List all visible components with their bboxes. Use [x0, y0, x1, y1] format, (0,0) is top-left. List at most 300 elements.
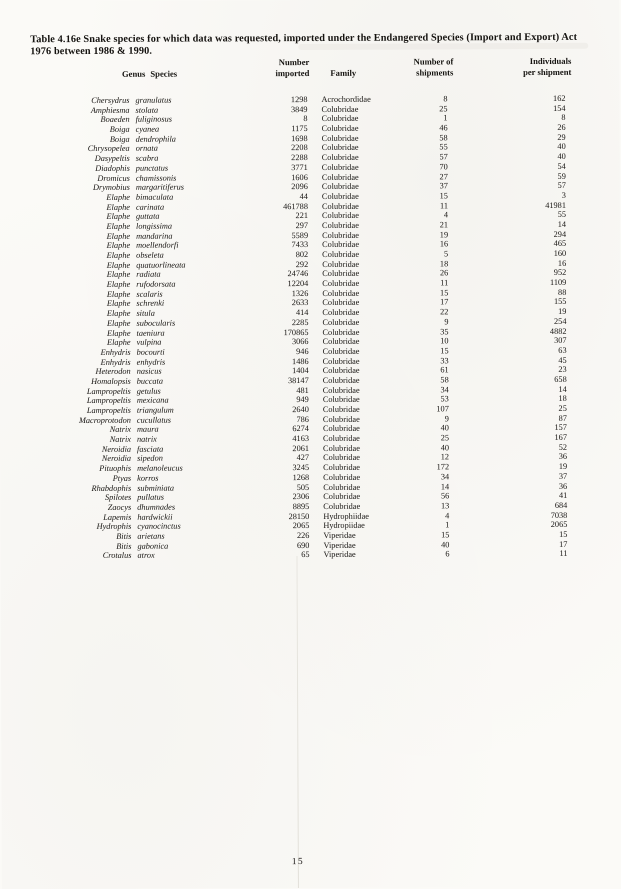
cell-number-of-shipments: 53	[440, 394, 449, 404]
cell-individuals-per-shipment: 45	[558, 355, 567, 365]
cell-number-of-shipments: 58	[439, 133, 448, 143]
cell-genus: Elaphe	[106, 241, 131, 251]
cell-species: enhydris	[136, 357, 166, 367]
cell-individuals-per-shipment: 658	[554, 374, 567, 384]
cell-genus: Elaphe	[106, 231, 131, 241]
cell-genus: Natrix	[109, 434, 131, 444]
cell-species: melanoleucus	[137, 463, 183, 473]
cell-number-imported: 6274	[292, 424, 309, 434]
cell-number-of-shipments: 15	[440, 346, 449, 356]
cell-family: Colubridae	[322, 336, 360, 347]
cell-species: subminiata	[137, 483, 175, 493]
cell-individuals-per-shipment: 254	[553, 316, 567, 326]
cell-family: Colubridae	[322, 317, 360, 327]
cell-number-of-shipments: 15	[439, 191, 448, 201]
cell-family: Colubridae	[321, 211, 359, 221]
cell-individuals-per-shipment: 162	[553, 93, 566, 103]
cell-family: Acrochordidae	[321, 94, 371, 104]
cell-species: fuliginosus	[135, 114, 173, 125]
cell-number-of-shipments: 34	[440, 385, 449, 395]
cell-species: scabra	[135, 153, 159, 163]
cell-number-imported: 28150	[288, 511, 310, 521]
cell-number-imported: 1698	[291, 133, 308, 143]
cell-number-imported: 1175	[291, 124, 308, 134]
cell-species: getulus	[136, 386, 161, 396]
cell-number-of-shipments: 4	[445, 510, 450, 520]
cell-number-imported: 690	[296, 540, 310, 550]
cell-individuals-per-shipment: 87	[558, 413, 567, 423]
cell-species: chamissonis	[135, 173, 177, 183]
cell-genus: Diadophis	[95, 163, 130, 173]
cell-number-imported: 2306	[292, 492, 310, 502]
cell-individuals-per-shipment: 52	[558, 442, 568, 452]
cell-number-of-shipments: 11	[440, 278, 449, 288]
cell-genus: Bitis	[116, 541, 132, 551]
cell-number-of-shipments: 9	[444, 414, 449, 424]
cell-genus: Elaphe	[106, 250, 131, 260]
cell-individuals-per-shipment: 157	[554, 423, 567, 433]
cell-genus: Elaphe	[106, 308, 131, 319]
cell-individuals-per-shipment: 684	[554, 500, 568, 510]
cell-number-imported: 226	[296, 530, 310, 540]
cell-species: natrix	[136, 434, 157, 444]
cell-genus: Elaphe	[106, 318, 131, 328]
cell-family: Colubridae	[323, 453, 360, 463]
cell-genus: Homalopsis	[91, 376, 131, 386]
cell-family: Colubridae	[322, 240, 360, 250]
cell-family: Colubridae	[322, 366, 360, 376]
column-header-number-imported: Number imported	[275, 57, 310, 79]
cell-species: situla	[136, 308, 155, 318]
cell-number-imported: 7433	[291, 240, 309, 250]
cell-individuals-per-shipment: 18	[558, 394, 567, 404]
cell-number-of-shipments: 6	[445, 549, 450, 559]
cell-number-of-shipments: 40	[441, 540, 450, 550]
cell-species: fasciata	[137, 444, 164, 454]
cell-species: dendrophila	[135, 134, 176, 144]
cell-individuals-per-shipment: 40	[557, 142, 566, 152]
cell-number-imported: 8	[303, 114, 308, 124]
cell-family: Colubridae	[322, 307, 360, 318]
column-header-family: Family	[330, 67, 357, 78]
cell-genus: Elaphe	[106, 279, 131, 289]
cell-genus: Crotalus	[102, 551, 132, 561]
cell-genus: Elaphe	[106, 260, 131, 270]
cell-number-imported: 414	[295, 308, 309, 318]
cell-family: Colubridae	[321, 191, 359, 201]
cell-family: Colubridae	[321, 104, 359, 114]
cell-number-imported: 24746	[287, 269, 309, 279]
cell-genus: Zaocys	[107, 502, 132, 512]
cell-number-of-shipments: 172	[436, 462, 450, 472]
cell-individuals-per-shipment: 2065	[550, 520, 568, 530]
cell-genus: Elaphe	[106, 202, 130, 212]
cell-family: Colubridae	[323, 472, 361, 482]
cell-genus: Elaphe	[106, 289, 131, 299]
cell-family: Colubridae	[322, 385, 360, 395]
table-row	[32, 549, 573, 561]
cell-individuals-per-shipment: 15	[559, 529, 568, 539]
cell-genus: Lapemis	[103, 512, 132, 522]
cell-individuals-per-shipment: 7038	[550, 510, 568, 520]
cell-number-imported: 65	[301, 550, 310, 560]
cell-genus: Elaphe	[106, 270, 131, 280]
cell-individuals-per-shipment: 294	[553, 229, 567, 239]
cell-family: Colubridae	[322, 288, 360, 298]
cell-number-of-shipments: 27	[439, 171, 448, 181]
cell-individuals-per-shipment: 3	[561, 190, 566, 200]
cell-family: Colubridae	[323, 462, 360, 473]
cell-number-imported: 505	[296, 482, 310, 492]
cell-genus: Amphiesma	[90, 105, 130, 115]
cell-genus: Elaphe	[106, 221, 131, 231]
cell-number-imported: 292	[295, 259, 309, 269]
cell-individuals-per-shipment: 41	[558, 491, 568, 501]
cell-number-of-shipments: 17	[440, 297, 449, 307]
cell-number-of-shipments: 15	[441, 530, 450, 540]
cell-family: Colubridae	[322, 220, 359, 230]
column-header-species: Species	[150, 68, 178, 79]
cell-number-imported: 802	[295, 250, 309, 260]
cell-species: schrenki	[136, 299, 165, 309]
cell-number-imported: 221	[295, 211, 309, 221]
cell-species: cucullatus	[136, 415, 172, 425]
table-header-row	[0, 56, 619, 85]
cell-number-of-shipments: 14	[440, 481, 450, 491]
cell-individuals-per-shipment: 59	[557, 171, 566, 181]
cell-genus: Boiga	[109, 124, 130, 134]
cell-family: Colubridae	[322, 259, 360, 269]
cell-family: Colubridae	[322, 424, 360, 434]
cell-family: Viperidae	[323, 550, 356, 560]
cell-individuals-per-shipment: 952	[553, 268, 567, 278]
cell-family: Colubridae	[322, 249, 360, 259]
cell-species: scalaris	[136, 289, 163, 299]
cell-number-imported: 3245	[292, 463, 310, 473]
column-header-individuals-per-shipment: Individuals per shipment	[523, 55, 572, 78]
cell-genus: Ptyas	[112, 473, 132, 483]
cell-number-imported: 461788	[283, 201, 308, 211]
cell-number-imported: 2096	[291, 182, 308, 192]
cell-number-of-shipments: 26	[439, 268, 449, 278]
cell-species: stolata	[135, 105, 159, 115]
cell-genus: Hydrophis	[96, 522, 132, 532]
cell-number-imported: 946	[296, 346, 309, 356]
cell-individuals-per-shipment: 37	[558, 471, 568, 481]
cell-number-imported: 3849	[290, 104, 308, 114]
table-title: Table 4.16e Snake species for which data was requested, imported under the Endangered Species (Import and Export) Act 1976 between 1986 & 1990.	[30, 31, 578, 57]
cell-species: guttata	[135, 211, 160, 222]
cell-individuals-per-shipment: 11	[559, 549, 568, 559]
cell-number-imported: 3066	[291, 337, 309, 347]
cell-family: Colubridae	[321, 133, 359, 143]
cell-family: Colubridae	[321, 123, 359, 134]
cell-species: margaritiferus	[135, 182, 185, 192]
cell-individuals-per-shipment: 14	[557, 219, 567, 229]
cell-genus: Elaphe	[106, 299, 131, 309]
cell-number-of-shipments: 10	[440, 336, 449, 346]
cell-number-imported: 1326	[291, 288, 309, 298]
cell-number-imported: 2065	[292, 521, 310, 531]
cell-family: Colubridae	[321, 162, 359, 172]
cell-individuals-per-shipment: 167	[554, 432, 567, 442]
cell-number-of-shipments: 9	[444, 317, 449, 327]
cell-genus: Lampropeltis	[86, 396, 131, 406]
cell-family: Colubridae	[321, 201, 359, 211]
cell-number-imported: 786	[296, 414, 309, 424]
cell-individuals-per-shipment: 14	[558, 384, 567, 394]
cell-family: Colubridae	[321, 143, 359, 153]
cell-genus: Enhydris	[100, 357, 131, 367]
cell-species: sipedon	[137, 454, 163, 464]
cell-individuals-per-shipment: 55	[557, 210, 567, 220]
cell-number-imported: 3771	[291, 162, 308, 172]
cell-species: cyanocinctus	[137, 521, 181, 532]
cell-family: Colubridae	[321, 152, 359, 163]
cell-individuals-per-shipment: 19	[558, 462, 568, 472]
cell-number-of-shipments: 4	[443, 210, 449, 220]
cell-number-of-shipments: 12	[440, 452, 450, 462]
cell-genus: Enhydris	[100, 347, 131, 357]
cell-family: Hydropiidae	[323, 521, 365, 531]
cell-genus: Macroprotodon	[78, 415, 131, 425]
cell-species: triangulum	[136, 405, 174, 415]
cell-genus: Boaeden	[100, 115, 130, 125]
cell-number-of-shipments: 55	[439, 142, 448, 152]
cell-genus: Lampropeltis	[86, 386, 131, 396]
cell-family: Colubridae	[322, 269, 360, 279]
column-header-number-of-shipments: Number of shipments	[413, 56, 454, 78]
cell-species: maura	[136, 425, 159, 435]
cell-genus: Neroidia	[101, 454, 132, 464]
cell-family: Viperidae	[323, 540, 356, 550]
cell-family: Colubridae	[323, 491, 361, 502]
cell-number-imported: 2640	[292, 405, 309, 415]
cell-number-of-shipments: 16	[439, 239, 449, 249]
cell-genus: Lampropeltis	[86, 405, 131, 415]
cell-number-of-shipments: 21	[439, 220, 449, 230]
cell-species: rufodorsata	[136, 279, 176, 289]
cell-number-imported: 481	[296, 385, 309, 395]
cell-individuals-per-shipment: 29	[557, 132, 566, 142]
cell-individuals-per-shipment: 57	[557, 181, 566, 191]
cell-individuals-per-shipment: 54	[557, 161, 566, 171]
cell-individuals-per-shipment: 4882	[549, 326, 567, 336]
cell-number-imported: 8895	[292, 501, 310, 511]
cell-individuals-per-shipment: 16	[557, 258, 567, 268]
cell-species: vulpina	[136, 337, 162, 347]
cell-number-of-shipments: 40	[440, 443, 450, 453]
cell-number-of-shipments: 40	[440, 423, 449, 433]
cell-number-imported: 1486	[292, 356, 309, 366]
cell-species: mandarina	[136, 231, 173, 241]
cell-individuals-per-shipment: 155	[553, 297, 567, 307]
cell-number-of-shipments: 8	[443, 94, 448, 104]
cell-individuals-per-shipment: 41981	[545, 200, 566, 210]
cell-species: pullatus	[137, 492, 165, 502]
cell-species: granulatus	[135, 95, 172, 105]
cell-number-of-shipments: 46	[439, 123, 448, 133]
cell-family: Colubridae	[322, 327, 360, 337]
cell-genus: Elaphe	[107, 337, 131, 348]
cell-individuals-per-shipment: 307	[554, 336, 567, 346]
cell-family: Colubridae	[322, 356, 360, 366]
cell-number-imported: 2208	[291, 143, 308, 153]
cell-family: Colubridae	[323, 501, 361, 511]
cell-species: atrox	[137, 550, 155, 561]
cell-individuals-per-shipment: 465	[553, 239, 567, 249]
cell-number-of-shipments: 25	[440, 433, 449, 443]
cell-individuals-per-shipment: 19	[558, 307, 567, 317]
cell-individuals-per-shipment: 23	[558, 365, 567, 375]
cell-species: obseleta	[136, 250, 164, 260]
cell-individuals-per-shipment: 154	[553, 103, 566, 113]
cell-number-imported: 1268	[292, 472, 310, 482]
scan-artifact-line	[296, 556, 298, 888]
cell-genus: Elaphe	[106, 328, 131, 338]
cell-genus: Neroidia	[101, 444, 132, 454]
cell-species: taeniura	[136, 328, 165, 338]
cell-number-of-shipments: 58	[440, 375, 449, 385]
cell-genus: Chrysopelea	[87, 144, 130, 154]
cell-number-of-shipments: 33	[440, 355, 449, 365]
cell-species: longissima	[136, 221, 173, 231]
cell-family: Viperidae	[323, 530, 356, 540]
cell-genus: Heterodon	[95, 367, 131, 377]
cell-species: dhumnades	[137, 502, 176, 512]
cell-individuals-per-shipment: 88	[558, 287, 567, 297]
cell-family: Colubridae	[322, 298, 360, 308]
cell-family: Colubridae	[321, 114, 359, 124]
table-rows	[30, 94, 573, 561]
cell-number-of-shipments: 70	[439, 162, 448, 172]
cell-number-imported: 5589	[291, 230, 309, 240]
cell-family: Colubridae	[322, 404, 360, 414]
cell-family: Colubridae	[322, 414, 360, 424]
cell-species: gabonica	[137, 541, 169, 551]
cell-number-of-shipments: 57	[439, 152, 448, 162]
cell-number-of-shipments: 107	[436, 404, 449, 414]
cell-number-imported: 1404	[292, 366, 309, 376]
cell-species: arietans	[137, 531, 165, 541]
cell-species: nasicus	[136, 366, 162, 377]
cell-number-imported: 2633	[291, 298, 309, 308]
cell-number-imported: 949	[296, 395, 309, 405]
cell-number-of-shipments: 56	[440, 491, 450, 501]
cell-genus: Elaphe	[106, 192, 130, 202]
cell-number-of-shipments: 61	[440, 365, 449, 375]
cell-number-imported: 4163	[292, 434, 309, 444]
cell-genus: Rhabdophis	[91, 483, 132, 493]
cell-family: Colubridae	[322, 375, 360, 385]
cell-number-of-shipments: 5	[443, 249, 449, 259]
cell-number-of-shipments: 34	[440, 472, 450, 482]
cell-genus: Elaphe	[106, 212, 131, 222]
cell-number-of-shipments: 22	[440, 307, 449, 317]
cell-family: Colubridae	[322, 443, 360, 453]
cell-family: Colubridae	[322, 346, 360, 356]
cell-number-imported: 427	[296, 453, 310, 463]
cell-number-of-shipments: 11	[439, 200, 448, 210]
cell-species: cyanea	[135, 124, 160, 134]
cell-number-of-shipments: 37	[439, 181, 448, 191]
cell-genus: Chersydrus	[91, 95, 130, 105]
cell-species: bocourti	[136, 347, 165, 357]
cell-family: Colubridae	[323, 482, 361, 492]
cell-species: ornata	[135, 144, 158, 154]
cell-family: Colubridae	[322, 230, 359, 240]
cell-individuals-per-shipment: 8	[561, 113, 566, 123]
cell-individuals-per-shipment: 63	[558, 345, 567, 355]
cell-individuals-per-shipment: 26	[557, 122, 566, 132]
cell-species: radiata	[136, 270, 161, 280]
cell-number-imported: 12204	[287, 279, 309, 289]
cell-number-imported: 297	[295, 220, 309, 231]
cell-number-of-shipments: 1	[445, 520, 450, 530]
cell-number-imported: 170865	[283, 327, 309, 337]
cell-genus: Pituophis	[99, 463, 132, 474]
cell-number-of-shipments: 35	[440, 326, 449, 336]
cell-individuals-per-shipment: 40	[557, 152, 566, 162]
cell-individuals-per-shipment: 160	[553, 248, 567, 258]
column-header-genus: Genus	[121, 68, 146, 79]
cell-species: subocularis	[136, 318, 176, 328]
cell-number-of-shipments: 19	[439, 230, 449, 240]
cell-species: hardwickii	[137, 512, 173, 522]
cell-individuals-per-shipment: 1109	[549, 277, 567, 288]
cell-genus: Boiga	[109, 134, 130, 144]
cell-genus: Dasypeltis	[94, 153, 130, 164]
cell-individuals-per-shipment: 17	[559, 539, 568, 549]
cell-genus: Dromicus	[97, 173, 130, 183]
cell-family: Colubridae	[322, 278, 360, 289]
cell-species: carinata	[135, 202, 165, 212]
cell-number-imported: 1606	[291, 172, 308, 182]
cell-number-imported: 2288	[291, 153, 308, 163]
cell-family: Colubridae	[322, 433, 360, 444]
cell-number-of-shipments: 15	[440, 288, 449, 298]
cell-number-of-shipments: 13	[440, 501, 450, 511]
cell-family: Hydrophiidae	[323, 511, 369, 521]
cell-number-of-shipments: 1	[443, 113, 448, 123]
scan-smudge	[298, 43, 588, 50]
cell-species: bimaculata	[135, 192, 174, 202]
cell-number-of-shipments: 18	[439, 259, 449, 269]
cell-number-of-shipments: 25	[439, 104, 448, 114]
cell-individuals-per-shipment: 25	[558, 403, 567, 413]
cell-number-imported: 2061	[292, 443, 310, 453]
cell-number-imported: 1298	[290, 95, 308, 105]
cell-individuals-per-shipment: 36	[558, 452, 568, 462]
cell-number-imported: 38147	[287, 375, 309, 386]
cell-family: Colubridae	[321, 172, 359, 182]
cell-family: Colubridae	[322, 395, 360, 405]
cell-genus: Drymobius	[92, 182, 130, 193]
cell-number-imported: 44	[299, 191, 308, 201]
cell-genus: Spilotes	[104, 492, 132, 503]
page-number: 15	[291, 857, 305, 868]
cell-family: Colubridae	[321, 181, 359, 192]
cell-species: korros	[137, 473, 159, 483]
cell-genus: Natrix	[109, 425, 131, 435]
cell-individuals-per-shipment: 36	[558, 481, 568, 491]
cell-species: moellendorfi	[136, 240, 179, 251]
cell-number-imported: 2285	[291, 317, 309, 327]
cell-genus: Bitis	[116, 531, 132, 541]
cell-species: quatuorlineata	[136, 260, 186, 270]
cell-species: mexicana	[136, 395, 169, 406]
cell-species: buccata	[136, 376, 164, 386]
